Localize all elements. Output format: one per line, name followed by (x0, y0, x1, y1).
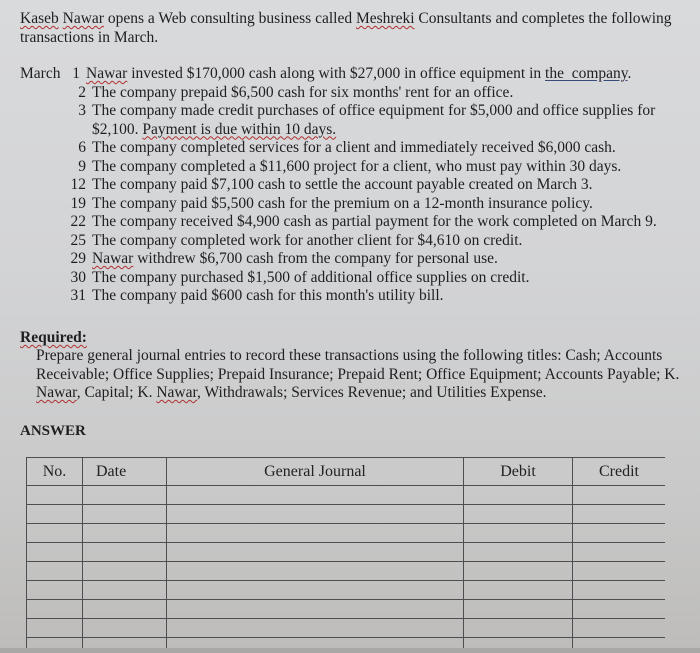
transaction-text-body: withdrew $6,700 cash from the company for personal use. (133, 250, 498, 267)
transaction-item (20, 158, 700, 177)
owner-first-name: Kaseb (20, 10, 59, 27)
transaction-text: The company paid $7,100 cash to settle the account payable created on March 3. (92, 176, 593, 193)
transaction-text: The company completed work for another client for $4,610 on credit. (92, 231, 523, 249)
column-header-no: No. (27, 458, 83, 486)
cell-debit[interactable] (464, 581, 573, 600)
company-name: Meshreki (355, 10, 415, 27)
transaction-day: 30 (70, 268, 86, 286)
column-header-debit: Debit (464, 458, 573, 486)
cell-credit[interactable] (573, 505, 666, 524)
transaction-text-body: invested $170,000 cash along with $27,000 in office equipment in (127, 65, 546, 82)
table-row (27, 543, 666, 562)
cell-no[interactable] (27, 562, 83, 581)
transaction-text: The company made credit purchases of office equipment for $5,000 and office supplies for (92, 102, 656, 119)
table-row (27, 619, 666, 638)
cell-date[interactable] (83, 600, 167, 619)
transaction-item (20, 102, 700, 121)
page-bottom-edge (0, 648, 700, 653)
transaction-text: The company paid $5,500 cash for the premium on a 12-month insurance policy. (92, 194, 593, 212)
column-header-credit: Credit (573, 458, 666, 486)
transaction-text: The company paid $600 cash for this month's utility bill. (92, 287, 444, 304)
transaction-day: 6 (78, 139, 86, 156)
transaction-day: 25 (70, 231, 86, 249)
required-heading: Required: (20, 329, 87, 346)
transaction-day: 29 (70, 250, 86, 267)
transaction-day: 1 (72, 65, 80, 82)
general-journal-table (26, 457, 665, 648)
transaction-item (20, 65, 700, 84)
owner-last-name: Nawar (62, 10, 104, 27)
transaction-text (92, 250, 498, 269)
transaction-day: 9 (78, 157, 86, 175)
column-header-general-journal: General Journal (167, 458, 464, 486)
intro-text: opens a Web consulting business called (103, 10, 356, 27)
cell-no[interactable] (27, 619, 83, 638)
cell-credit[interactable] (573, 638, 666, 649)
cell-date[interactable] (83, 505, 167, 524)
transaction-text-end: . (627, 65, 632, 82)
transaction-text-cont-flagged: Payment is due within 10 days. (142, 120, 337, 138)
cell-debit[interactable] (464, 638, 573, 649)
transaction-item (20, 176, 700, 195)
table-body (27, 486, 666, 649)
transaction-text: The company completed a $11,600 project for a client, who must pay within 30 days. (92, 157, 622, 175)
cell-general-journal[interactable] (167, 581, 464, 600)
cell-credit[interactable] (573, 562, 666, 581)
owner-name: Nawar (156, 384, 198, 401)
cell-debit[interactable] (464, 543, 573, 562)
cell-no[interactable] (27, 543, 83, 562)
owner-name: Nawar (36, 384, 77, 401)
owner-name: Nawar (86, 65, 128, 82)
cell-general-journal[interactable] (167, 524, 464, 543)
cell-credit[interactable] (573, 486, 666, 505)
cell-no[interactable] (27, 486, 83, 505)
cell-debit[interactable] (464, 486, 573, 505)
table-row (27, 562, 666, 581)
table-row (27, 581, 666, 600)
cell-debit[interactable] (464, 524, 573, 543)
cell-debit[interactable] (464, 619, 573, 638)
transaction-day: 12 (70, 176, 86, 193)
intro-text-end: Consultants and completes the following transactions in March. (20, 10, 672, 46)
transaction-item (20, 213, 700, 232)
transaction-item (20, 195, 700, 214)
cell-general-journal[interactable] (167, 600, 464, 619)
cell-date[interactable] (83, 619, 167, 638)
cell-no[interactable] (27, 581, 83, 600)
cell-no[interactable] (27, 600, 83, 619)
cell-date[interactable] (83, 581, 167, 600)
cell-general-journal[interactable] (167, 638, 464, 649)
cell-general-journal[interactable] (167, 486, 464, 505)
cell-debit[interactable] (464, 505, 573, 524)
cell-credit[interactable] (573, 600, 666, 619)
cell-no[interactable] (27, 524, 83, 543)
cell-general-journal[interactable] (167, 562, 464, 581)
owner-name: Nawar (92, 250, 134, 267)
required-text-mid: , Capital; K. (76, 384, 157, 401)
transaction-day: 31 (70, 287, 86, 304)
transaction-text: The company received $4,900 cash as partial payment for the work completed on March 9. (92, 213, 657, 230)
transaction-item (20, 84, 700, 103)
transaction-day: 19 (70, 194, 86, 212)
cell-general-journal[interactable] (167, 543, 464, 562)
transactions-list (20, 65, 700, 306)
transaction-item (20, 250, 700, 269)
table-row (27, 505, 666, 524)
table-row (27, 486, 666, 505)
transaction-day: 2 (78, 83, 86, 101)
cell-credit[interactable] (573, 581, 666, 600)
transaction-day: 22 (70, 213, 86, 230)
cell-credit[interactable] (573, 619, 666, 638)
required-instructions (36, 347, 698, 403)
transaction-item (20, 287, 700, 306)
cell-general-journal[interactable] (167, 505, 464, 524)
cell-date[interactable] (83, 524, 167, 543)
cell-debit[interactable] (464, 600, 573, 619)
intro-paragraph (20, 10, 680, 47)
table-row (27, 638, 666, 649)
transaction-text: The company prepaid $6,500 cash for six months' rent for an office. (92, 83, 514, 101)
transaction-text (86, 65, 631, 84)
required-text: Prepare general journal entries to record these transactions using the following titles: Cash; Accounts Receivable; Office Supplies; Prepaid Insurance; Prepaid Rent; Office Equipment; Accounts Payable; K. (36, 347, 680, 383)
table-header-row (27, 458, 666, 486)
cell-credit[interactable] (573, 543, 666, 562)
cell-date[interactable] (83, 543, 167, 562)
underlined-text: the company (545, 65, 628, 82)
transaction-text: The company purchased $1,500 of additional office supplies on credit. (92, 268, 530, 286)
cell-no[interactable] (27, 505, 83, 524)
answer-label: ANSWER (20, 423, 86, 439)
transaction-day: 3 (78, 102, 86, 119)
cell-debit[interactable] (464, 562, 573, 581)
cell-date[interactable] (83, 562, 167, 581)
transaction-item (20, 269, 700, 288)
transaction-continuation (20, 121, 700, 140)
column-header-date: Date (83, 458, 167, 486)
cell-no[interactable] (27, 638, 83, 649)
required-text-end: , Withdrawals; Services Revenue; and Utilities Expense. (197, 384, 547, 401)
month-label: March (20, 65, 61, 82)
transaction-item (20, 232, 700, 251)
cell-date[interactable] (83, 638, 167, 649)
cell-general-journal[interactable] (167, 619, 464, 638)
transaction-text: The company completed services for a client and immediately received $6,000 cash. (92, 139, 616, 156)
cell-date[interactable] (83, 486, 167, 505)
transaction-item (20, 139, 700, 158)
table-row (27, 524, 666, 543)
cell-credit[interactable] (573, 524, 666, 543)
table-row (27, 600, 666, 619)
transaction-text-cont: $2,100. (92, 120, 143, 138)
